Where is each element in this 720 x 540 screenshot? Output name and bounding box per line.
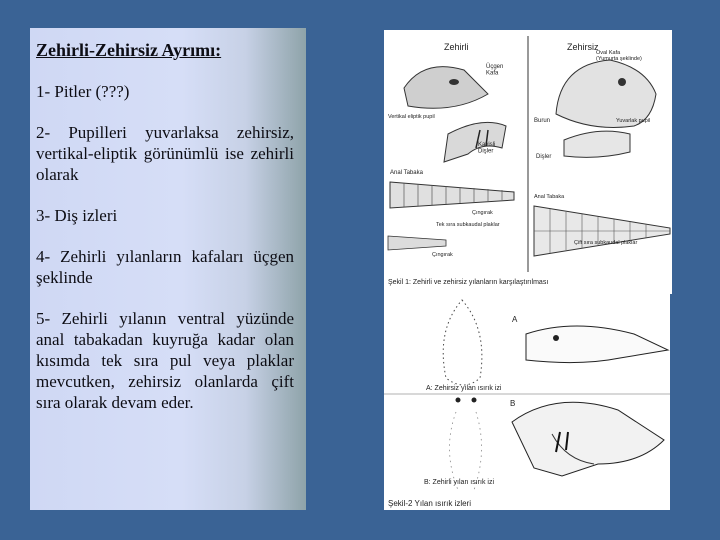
- label-a: A: [512, 315, 518, 324]
- label-cingirak-top: Çıngırak: [472, 210, 493, 216]
- venomous-tail-drawing: [390, 182, 514, 208]
- label-disler: Dişler: [536, 154, 552, 160]
- label-cingirak-bottom: Çıngırak: [432, 252, 453, 258]
- snake-comparison-figure: [384, 30, 672, 294]
- bite-marks-drawing: [384, 294, 670, 510]
- nonvenomous-bite-pattern: [443, 300, 482, 385]
- text-panel: [30, 28, 306, 510]
- label-anal-right: Anal Tabaka: [534, 194, 565, 200]
- fang-puncture-left: [456, 398, 461, 403]
- label-cift-sira: Çift sıra subkaudal plaklar: [574, 240, 638, 246]
- label-ucgen-kafa: Üçgen Kafa: [486, 64, 504, 77]
- nonvenomous-head-drawing: [526, 326, 668, 363]
- label-oval-kafa: Oval Kafa (Yumurta şeklinde): [596, 50, 642, 63]
- point-3: 3- Diş izleri: [36, 206, 118, 225]
- triangular-head-drawing: [404, 67, 488, 109]
- caption-b: B: Zehirli yılan ısırık izi: [424, 479, 495, 486]
- label-tek-sira: Tek sıra subkaudal plaklar: [436, 222, 500, 228]
- snake-comparison-drawing: [384, 30, 672, 294]
- label-kavisli-disler: Kavisli Dişler: [478, 142, 496, 155]
- label-b: B: [510, 399, 516, 408]
- label-yuvarlak-pupil: Yuvarlak pupil: [616, 118, 651, 124]
- round-jaw-drawing: [564, 131, 630, 157]
- point-4: 4- Zehirli yılanların kafaları üçgen şeklinde: [36, 247, 294, 287]
- figure2-caption: Şekil-2 Yılan ısırık izleri: [388, 499, 471, 508]
- label-vertikal-pupil: Vertikal eliptik pupil: [388, 114, 435, 120]
- slide-title: Zehirli-Zehirsiz Ayrımı:: [36, 40, 222, 60]
- bite-marks-figure: [384, 294, 670, 510]
- header-venomous: Zehirli: [444, 42, 469, 52]
- header-nonvenomous: Zehirsiz: [567, 42, 599, 52]
- point-5: 5- Zehirli yılanın ventral yüzünde anal tabakadan kuyruğa kadar olan kısımda tek sıra pul veya plaklar mevcutken, zehirsiz olanlarda çift sıra olarak devam eder.: [36, 309, 294, 412]
- figure1-caption: Şekil 1: Zehirli ve zehirsiz yılanların karşılaştırılması: [388, 279, 549, 286]
- venomous-head-drawing: [512, 402, 664, 476]
- fang-jaw-drawing: [444, 122, 506, 162]
- caption-a: A: Zehirsiz yılan ısırık izi: [426, 385, 502, 392]
- label-burun: Burun: [534, 118, 551, 124]
- label-anal-left: Anal Tabaka: [390, 170, 423, 176]
- point-2: 2- Pupilleri yuvarlaksa zehirsiz, vertikal-eliptik görünümlü ise zehirli olarak: [36, 123, 294, 184]
- point-1: 1- Pitler (???): [36, 82, 130, 101]
- fang-puncture-right: [472, 398, 477, 403]
